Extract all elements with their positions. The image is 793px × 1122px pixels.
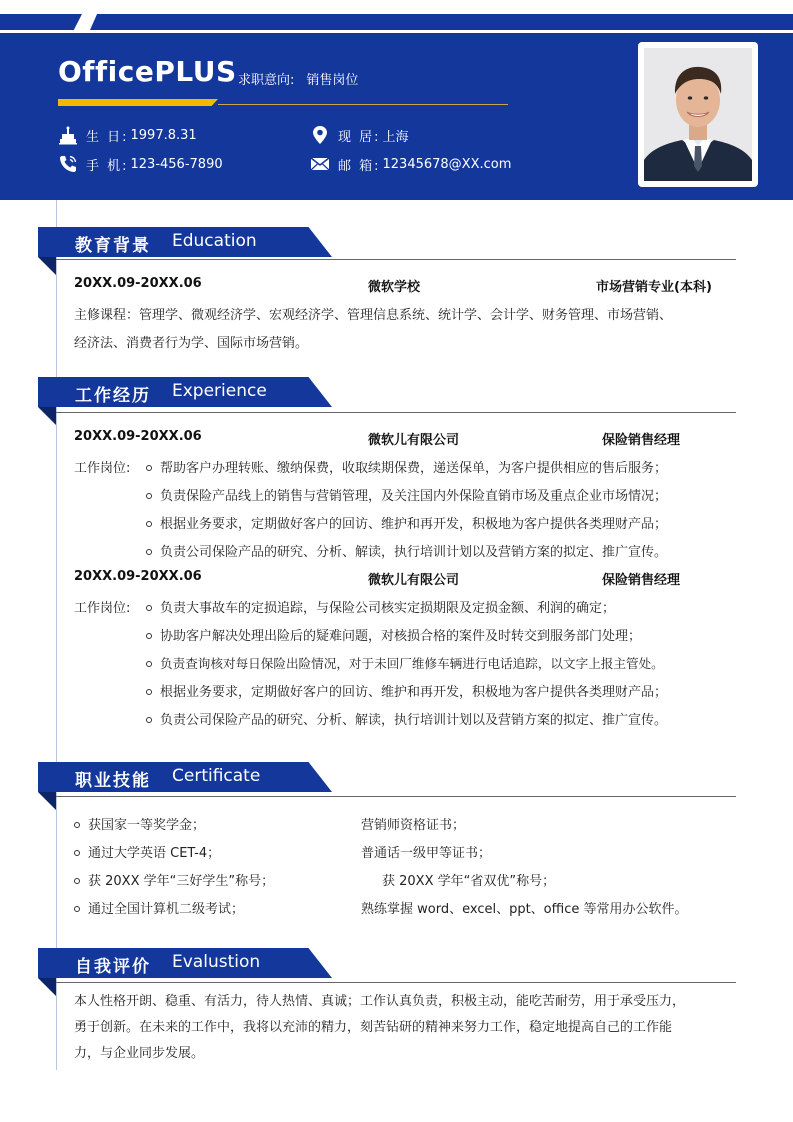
cert-text: 获 20XX 学年“三好学生”称号； [88,874,275,889]
top-decor-bar [0,14,793,30]
job-duty [146,653,664,672]
section-header-experience [38,377,332,407]
birthday-label: 生 日: [86,129,129,145]
cake-icon [58,125,78,145]
section-fold [38,257,56,275]
section-fold [38,978,56,996]
job-intent [238,69,358,88]
email-label: 邮 箱: [338,158,381,174]
education-courses-line2: 经济法、消费者行为学、国际市场营销。 [74,336,309,351]
duty-text: 负责查询核对每日保险出险情况，对于未回厂维修车辆进行电话追踪，以文字上报主管处。 [160,656,664,671]
bullet-icon [74,850,80,856]
bullet-icon [146,465,152,471]
job-duty [146,485,667,504]
top-decor-segment-right [90,14,793,30]
duty-text: 负责大事故车的定损追踪，与保险公司核实定损期限及定损金额、利润的确定； [160,601,616,616]
cert-item [74,870,274,889]
duty-text: 负责公司保险产品的研究、分析、解读，执行培训计划以及营销方案的拟定、推广宣传。 [160,713,668,728]
header-divider [218,104,508,105]
education-major: 市场营销专业(本科) [596,280,712,295]
job-duty [146,513,667,532]
section-rule [56,796,736,797]
bullet-icon [74,906,80,912]
cert-item [74,814,205,833]
education-period: 20XX.09-20XX.06 [74,276,202,291]
cert-text: 通过大学英语 CET-4； [88,846,221,861]
cert-text: 通过全国计算机二级考试； [88,902,245,917]
section-title-en: Education [172,231,257,251]
profile-photo-frame [638,42,758,187]
job-duty [146,541,667,560]
job-position: 保险销售经理 [602,433,681,448]
duty-text: 根据业务要求，定期做好客户的回访、维护和再开发，积极地为客户提供各类理财产品； [160,685,668,700]
section-title-en: Evalustion [172,952,261,972]
job-duty [146,709,667,728]
job-intent-label: 求职意向: [238,73,295,88]
duty-text: 根据业务要求，定期做好客户的回访、维护和再开发，积极地为客户提供各类理财产品； [160,517,668,532]
email-value: 12345678@XX.com [382,156,512,172]
bullet-icon [146,493,152,499]
phone-info [58,154,223,174]
section-title-en: Experience [172,381,267,401]
bullet-icon [146,605,152,611]
section-title-en: Certificate [172,766,261,786]
section-rule [56,259,736,260]
cert-item-right: 营销师资格证书； [361,818,466,833]
section-rule [56,412,736,413]
cert-item [74,898,244,917]
residence-label: 现 居: [338,129,381,145]
mail-icon [310,154,330,174]
top-decor-segment-left [0,14,82,30]
job-label: 工作岗位: [74,461,131,476]
section-title-zh: 工作经历 [75,386,151,406]
residence-value: 上海 [382,129,409,145]
email-info [310,154,511,174]
section-fold [38,407,56,425]
job-company: 微软儿有限公司 [368,433,460,448]
job-position: 保险销售经理 [602,573,681,588]
bullet-icon [146,717,152,723]
section-fold [38,792,56,810]
job-duty [146,457,667,476]
education-courses-line1: 主修课程：管理学、微观经济学、宏观经济学、管理信息系统、统计学、会计学、财务管理、市场营销、 [74,308,673,323]
bullet-icon [146,661,152,667]
evaluation-line: 勇于创新。在未来的工作中，我将以充沛的精力，刻苦钻研的精神来努力工作，稳定地提高自己的工作能 [74,1020,673,1035]
section-header-education [38,227,332,257]
phone-value: 123-456-7890 [130,156,223,172]
cert-item [74,842,220,861]
bullet-icon [146,549,152,555]
duty-text: 负责保险产品线上的销售与营销管理，及关注国内外保险直销市场及重点企业市场情况； [160,489,668,504]
section-title-zh: 自我评价 [75,957,151,977]
residence-info [310,125,409,145]
phone-label: 手 机: [86,158,129,174]
profile-photo [644,48,752,181]
job-intent-value: 销售岗位 [306,73,359,88]
phone-icon [58,154,78,174]
job-duty [146,597,615,616]
cert-text: 获国家一等奖学金； [88,818,206,833]
section-header-certificate [38,762,332,792]
location-pin-icon [310,125,330,145]
cert-item-right: 获 20XX 学年“省双优”称号； [382,874,556,889]
section-title-zh: 教育背景 [75,236,151,256]
section-rule [56,982,736,983]
section-title-zh: 职业技能 [75,771,151,791]
bullet-icon [74,878,80,884]
duty-text: 负责公司保险产品的研究、分析、解读，执行培训计划以及营销方案的拟定、推广宣传。 [160,545,668,560]
cert-item-right: 熟练掌握 word、excel、ppt、office 等常用办公软件。 [361,902,688,917]
job-period: 20XX.09-20XX.06 [74,429,202,444]
bullet-icon [74,822,80,828]
job-duty [146,625,641,644]
timeline-line [56,200,57,1070]
bullet-icon [146,521,152,527]
bullet-icon [146,689,152,695]
bullet-icon [146,633,152,639]
evaluation-line: 本人性格开朗、稳重、有活力，待人热情、真诚；工作认真负责，积极主动，能吃苦耐劳，用于承受压力， [74,994,686,1009]
evaluation-text [74,989,744,1067]
birthday-value: 1997.8.31 [130,127,197,143]
job-label: 工作岗位: [74,601,131,616]
cert-item-right: 普通话一级甲等证书； [361,846,492,861]
birthday-info [58,125,197,145]
evaluation-line: 力，与企业同步发展。 [74,1046,205,1061]
job-duty [146,681,667,700]
resume-header [0,33,793,200]
brand-underline [58,99,218,106]
education-school: 微软学校 [368,280,421,295]
duty-text: 协助客户解决处理出险后的疑难问题，对核损合格的案件及时转交到服务部门处理； [160,629,642,644]
job-company: 微软儿有限公司 [368,573,460,588]
duty-text: 帮助客户办理转账、缴纳保费，收取续期保费，递送保单，为客户提供相应的售后服务； [160,461,668,476]
section-header-evaluation [38,948,332,978]
job-period: 20XX.09-20XX.06 [74,569,202,584]
brand-name: OfficePLUS [58,55,237,88]
